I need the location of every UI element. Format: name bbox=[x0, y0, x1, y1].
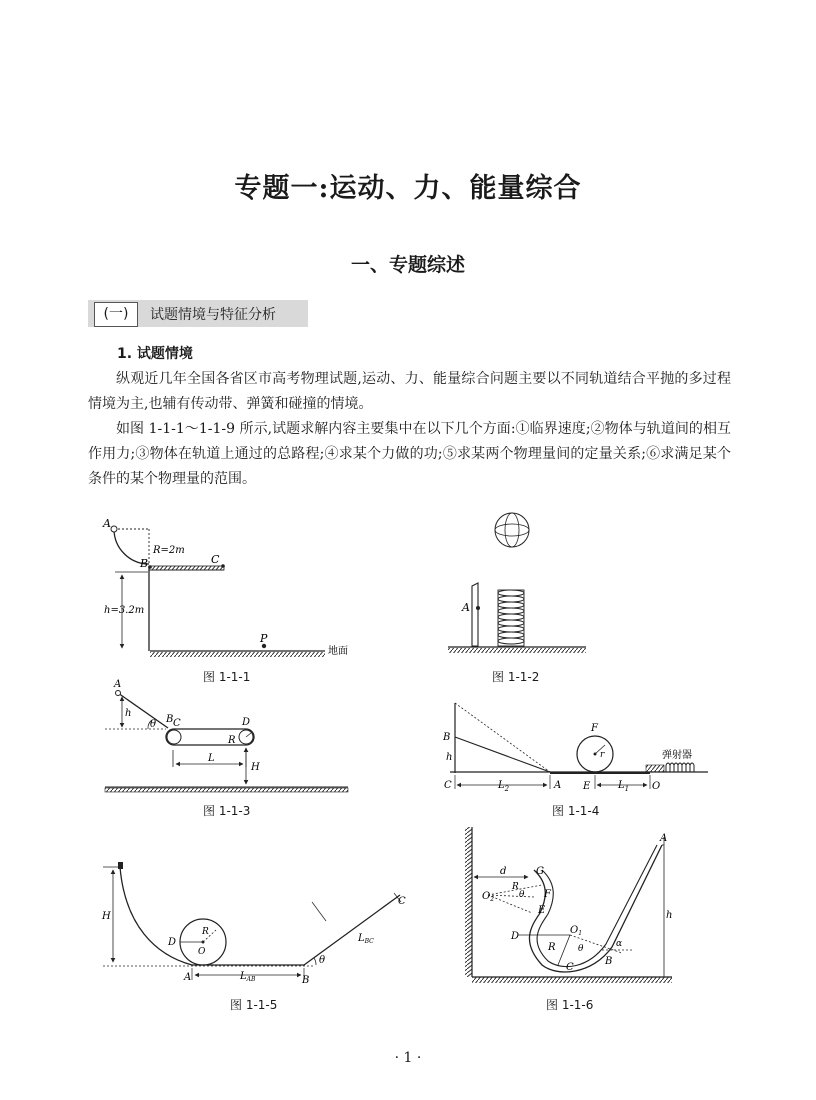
f6-label-a: A bbox=[660, 833, 668, 844]
sub-heading: 1. 试题情境 bbox=[117, 346, 193, 362]
caption-1-1-5: 图 1-1-5 bbox=[230, 998, 278, 1012]
f5-label-r: R bbox=[202, 927, 209, 937]
f3-label-a: A bbox=[114, 679, 122, 690]
f1-label-h: h=3.2m bbox=[104, 605, 145, 616]
f4-label-l2 bbox=[497, 780, 510, 793]
f4-l1-sub: 1 bbox=[624, 785, 630, 793]
section-title: 试题情境与特征分析 bbox=[150, 307, 276, 323]
f5-label-b: B bbox=[302, 975, 310, 986]
f4-l1-main: L bbox=[618, 780, 625, 791]
section-number: (一) bbox=[94, 302, 138, 327]
f5-lab-main: L bbox=[240, 971, 247, 982]
figure-1-1-1 bbox=[100, 515, 350, 665]
f1-label-ground: 地面 bbox=[328, 646, 348, 657]
f6-label-o1 bbox=[570, 925, 582, 937]
f5-label-o: O bbox=[198, 947, 206, 957]
f6-label-theta2: θ bbox=[578, 944, 584, 954]
f6-label-o2 bbox=[482, 891, 494, 903]
f1-label-r: R=2m bbox=[153, 545, 185, 556]
caption-1-1-3: 图 1-1-3 bbox=[203, 804, 251, 818]
f6-label-c: C bbox=[566, 962, 574, 973]
f6-label-g: G bbox=[536, 866, 544, 877]
f3-label-c: C bbox=[173, 718, 181, 729]
f3-label-h: h bbox=[125, 708, 132, 719]
f1-label-p: P bbox=[260, 632, 268, 645]
f5-lab-sub: AB bbox=[246, 976, 256, 983]
f1-label-b: B bbox=[140, 557, 149, 570]
f6-label-h: h bbox=[666, 910, 673, 921]
f6-o1-main: O bbox=[570, 925, 579, 936]
f4-label-o: O bbox=[652, 781, 661, 792]
f3-label-theta: θ bbox=[150, 719, 157, 730]
f4-l2-main: L bbox=[498, 780, 505, 791]
f6-label-alpha: α bbox=[616, 939, 623, 949]
f5-lbc-sub: BC bbox=[364, 938, 374, 945]
f6-label-e: E bbox=[538, 905, 546, 916]
f4-label-f: F bbox=[591, 723, 598, 734]
f4-l2-sub: 2 bbox=[504, 785, 510, 793]
caption-1-1-1: 图 1-1-1 bbox=[203, 670, 251, 684]
figure-1-1-5 bbox=[100, 855, 415, 990]
f6-label-r2: R bbox=[548, 942, 556, 953]
f1-label-c: C bbox=[211, 553, 220, 566]
caption-1-1-2: 图 1-1-2 bbox=[492, 670, 540, 684]
f4-label-a: A bbox=[554, 780, 562, 791]
f3-label-d: D bbox=[242, 717, 251, 728]
paragraph-1: 纵观近几年全国各省区市高考物理试题,运动、力、能量综合问题主要以不同轨道结合平抛的多过程情境为主,也辅有传动带、弹簧和碰撞的情境。 bbox=[88, 371, 731, 412]
page-title: 专题一:运动、力、能量综合 bbox=[234, 173, 582, 204]
f4-label-h: h bbox=[446, 752, 453, 763]
f4-label-b: B bbox=[443, 732, 451, 743]
figure-1-1-2 bbox=[440, 510, 590, 660]
section-subtitle: 一、专题综述 bbox=[350, 254, 465, 276]
caption-1-1-6: 图 1-1-6 bbox=[546, 998, 594, 1012]
f2-label-a: A bbox=[462, 601, 470, 614]
f6-o2-main: O bbox=[482, 891, 491, 902]
figure-1-1-4 bbox=[440, 695, 715, 800]
f6-label-f: F bbox=[544, 889, 551, 900]
f6-label-d: d bbox=[500, 866, 507, 877]
f6-label-r1: R bbox=[512, 882, 519, 892]
f3-label-l: L bbox=[208, 753, 215, 764]
f5-label-a: A bbox=[184, 972, 192, 983]
f5-lbc-main: L bbox=[358, 933, 365, 944]
f6-label-theta1: θ bbox=[519, 890, 525, 900]
figure-1-1-6 bbox=[462, 825, 687, 990]
f6-label-bigd: D bbox=[511, 931, 520, 942]
f4-label-r: r bbox=[600, 750, 605, 760]
f6-o1-sub: 1 bbox=[578, 930, 583, 937]
f4-label-c: C bbox=[444, 780, 452, 791]
f5-label-lab bbox=[239, 971, 256, 983]
caption-1-1-4: 图 1-1-4 bbox=[552, 804, 600, 818]
f4-label-l1 bbox=[617, 780, 629, 793]
f4-label-launcher: 弹射器 bbox=[662, 750, 692, 761]
f5-label-theta: θ bbox=[319, 955, 326, 966]
paragraph-2: 如图 1-1-1～1-1-9 所示,试题求解内容主要集中在以下几个方面:①临界速度;②物体与轨道间的相互作用力;③物体在轨道上通过的总路程;④求某个力做的功;⑤求某两个物理量间的定量关系;⑥求满足某个条件的某个物理量的范围。 bbox=[88, 421, 731, 487]
figure-1-1-3 bbox=[100, 675, 355, 795]
f5-label-h: H bbox=[102, 911, 111, 922]
f6-o2-sub: 2 bbox=[490, 896, 495, 903]
f3-label-bigh: H bbox=[251, 762, 260, 773]
f3-label-r: R bbox=[228, 735, 236, 746]
f1-label-a: A bbox=[103, 517, 111, 530]
f5-label-d: D bbox=[168, 937, 177, 948]
f5-label-c: C bbox=[398, 896, 406, 907]
f4-label-e: E bbox=[583, 781, 591, 792]
f3-label-b: B bbox=[166, 714, 174, 725]
f6-label-b: B bbox=[605, 956, 613, 967]
f5-label-lbc bbox=[357, 933, 374, 945]
page-number: · 1 · bbox=[394, 1050, 422, 1066]
